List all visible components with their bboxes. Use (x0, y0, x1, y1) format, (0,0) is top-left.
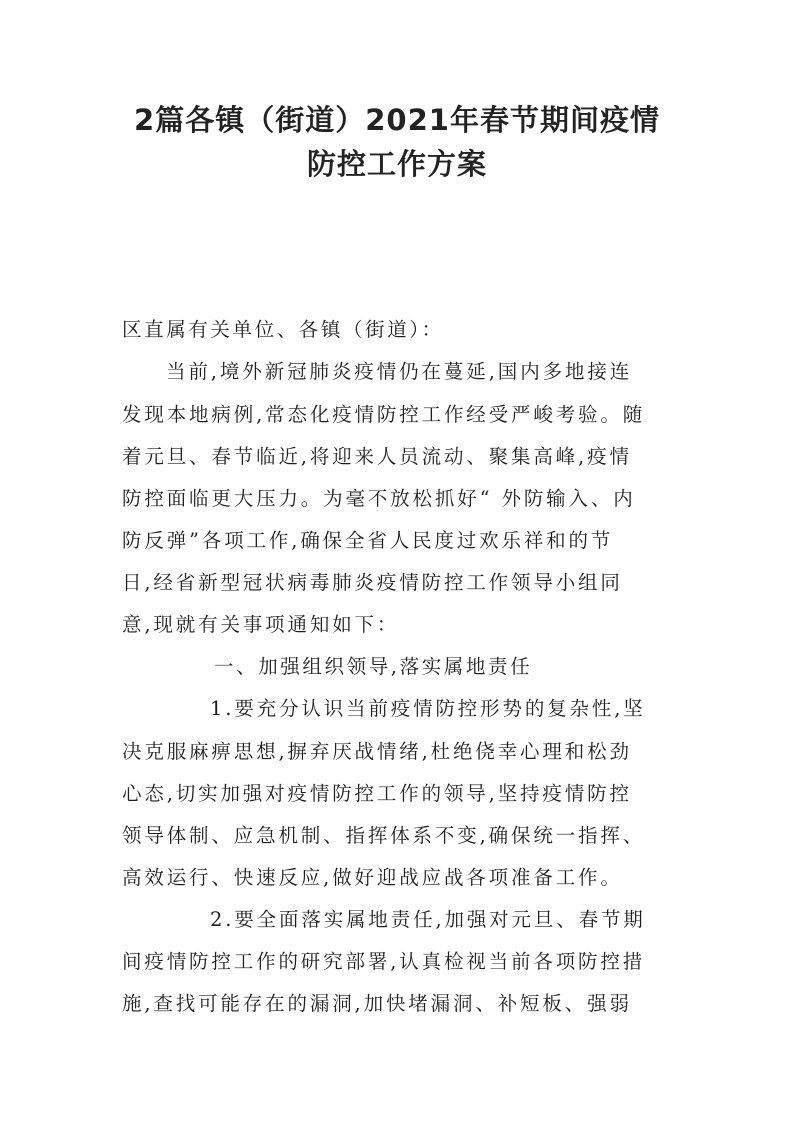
paragraph-line: 着元旦、春节临近,将迎来人员流动、聚集高峰,疫情 (122, 445, 632, 468)
document-title-line-2: 防控工作方案 (306, 147, 487, 181)
paragraph-line: 防控面临更大压力。为毫不放松抓好“ 外防输入、内 (122, 487, 636, 510)
paragraph-line: 高效运行、快速反应,做好迎战应战各项准备工作。 (122, 866, 623, 889)
paragraph-line: 心态,切实加强对疫情防控工作的领导,坚持疫情防控 (122, 782, 632, 805)
paragraph-line: 日,经省新型冠状病毒肺炎疫情防控工作领导小组同 (122, 571, 623, 594)
paragraph-line: 施,查找可能存在的漏洞,加快堵漏洞、补短板、强弱 (122, 992, 632, 1015)
section-heading: 一、加强组织领导,落实属地责任 (214, 655, 533, 678)
paragraph-line: 领导体制、应急机制、指挥体系不变,确保统一指挥、 (122, 824, 646, 847)
paragraph-line: 当前,境外新冠肺炎疫情仍在蔓延,国内多地接连 (166, 360, 633, 383)
paragraph-line: 意,现就有关事项通知如下： (122, 613, 400, 636)
paragraph-line: 1.要充分认识当前疫情防控形势的复杂性,坚 (210, 697, 646, 720)
paragraph-line: 发现本地病例,常态化疫情防控工作经受严峻考验。随 (122, 403, 646, 426)
paragraph-line: 2.要全面落实属地责任,加强对元旦、春节期 (210, 908, 646, 931)
paragraph-line: 决克服麻痹思想,摒弃厌战情绪,杜绝侥幸心理和松劲 (122, 740, 632, 763)
paragraph-line: 防反弹”各项工作,确保全省人民度过欢乐祥和的节 (122, 529, 614, 552)
paragraph-line: 间疫情防控工作的研究部署,认真检视当前各项防控措 (122, 950, 646, 973)
salutation: 区直属有关单位、各镇（街道）： (122, 318, 444, 341)
document-title-line-1: 2篇各镇（街道）2021年春节期间疫情 (134, 103, 660, 137)
